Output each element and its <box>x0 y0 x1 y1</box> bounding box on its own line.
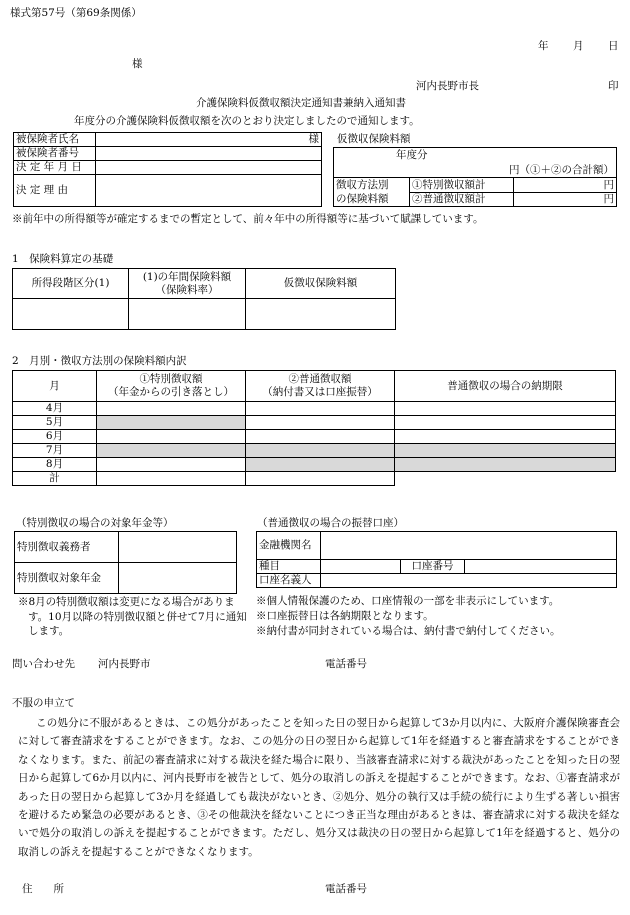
deadline-cell <box>395 416 616 430</box>
provisional-premium-header: 仮徴収保険料額 <box>246 269 396 299</box>
method-label: 徴収方法別 の保険料額 <box>334 178 410 207</box>
insured-info-table <box>13 132 322 207</box>
pension-table <box>14 531 237 594</box>
intro-text: 年度分の介護保険料仮徴収額を次のとおり決定しましたので通知します。 <box>74 115 420 127</box>
provisional-premium-cell <box>246 299 396 330</box>
monthly-table <box>12 370 616 486</box>
month-header: 月 <box>13 371 97 402</box>
month-row-label: 8月 <box>13 458 97 472</box>
normal-header: ②普通徴収額 （納付書又は口座振替） <box>246 371 395 402</box>
deadline-cell <box>395 402 616 416</box>
grade-cell <box>13 299 129 330</box>
date-month: 月 <box>573 40 584 52</box>
name-label: 被保険者氏名 <box>14 133 96 147</box>
deadline-cell <box>395 458 616 472</box>
objection-body: この処分に不服があるときは、この処分があったことを知った日の翌日から起算して3か月以内に、大阪府介護保険審査会に対して審査請求をすることができます。なお、この処分の日の翌日から起算して1年を経過すると審査請求をすることができなくなります。また、前記の審査請求に対する裁決を経た場合に限り、当該審査請求に対する裁決があったことを知った日の翌日から起算して6か月以内に、河内長野市を被告として、処分の取消しの訴えを提起することができます。なお、①審査請求があった日の翌日から起算して3か月を経過しても裁決がないとき、②処分、処分の執行又は手続の続行により生ずる著しい損害を避けるため緊急の必要があるとき、③その他裁決を経ないことにつき正当な理由があるときは、審査請求に対する裁決を経ないで処分の取消しの訴えを提起することができます。ただし、処分又は裁決の日の翌日から起算して1年を経過すると、処分の取消しの訴えを提起することができなくなります。 <box>18 717 620 858</box>
special-cell <box>97 458 246 472</box>
prior-year-note: ※前年中の所得額等が確定するまでの暫定として、前々年中の所得額等に基づいて賦課しています。 <box>12 213 484 225</box>
account-number-label: 口座番号 <box>401 560 465 574</box>
deadline-header: 普通徴収の場合の納期限 <box>395 371 616 402</box>
normal-cell <box>246 444 395 458</box>
date-day: 日 <box>608 40 619 52</box>
month-row-label: 7月 <box>13 444 97 458</box>
normal-total-yen: 円 <box>514 192 617 207</box>
account-table <box>256 531 617 588</box>
special-cell <box>97 444 246 458</box>
provisional-header: 仮徴収保険料額 <box>337 133 411 145</box>
special-header: ①特別徴収額 （年金からの引き落とし） <box>97 371 246 402</box>
special-total-label: ①特別徴収額計 <box>410 178 514 193</box>
footer-address: 住 所 <box>22 883 64 895</box>
provisional-amount-table <box>333 147 617 207</box>
form-number: 様式第57号（第69条関係） <box>10 7 142 19</box>
footer-tel: 電話番号 <box>325 883 367 895</box>
bank-label: 金融機関名 <box>257 532 321 560</box>
obligor-value <box>119 532 237 563</box>
pension-title: （特別徴収の場合の対象年金等） <box>16 517 174 529</box>
special-cell <box>97 430 246 444</box>
account-note-3: ※納付書が同封されている場合は、納付書で納付してください。 <box>256 625 561 637</box>
normal-cell <box>246 472 395 486</box>
normal-cell <box>246 402 395 416</box>
month-row-label: 計 <box>13 472 97 486</box>
normal-cell <box>246 458 395 472</box>
deadline-cell <box>395 430 616 444</box>
account-note-1: ※個人情報保護のため、口座情報の一部を非表示にしています。 <box>256 595 560 607</box>
obligor-label: 特別徴収義務者 <box>15 532 119 563</box>
decision-reason-value <box>96 175 322 207</box>
special-total-yen: 円 <box>514 178 617 193</box>
account-note-2: ※口座振替日は各納期限となります。 <box>256 610 434 622</box>
target-pension-value <box>119 563 237 594</box>
normal-total-label: ②普通徴収額計 <box>410 192 514 207</box>
decision-reason-label: 決 定 理 由 <box>14 175 96 207</box>
annual-premium-header: (1)の年間保険料額 （保険料率） <box>129 269 246 299</box>
provisional-total: 円（①＋②の合計額） <box>334 163 617 178</box>
deadline-blank <box>395 472 616 486</box>
account-type-value <box>321 560 401 574</box>
account-title: （普通徴収の場合の振替口座） <box>257 517 404 529</box>
bank-value <box>321 532 617 560</box>
pension-note: ※8月の特別徴収額は変更になる場合があります。10月以降の特別徴収額と併せて7月に通知します。 <box>18 596 247 637</box>
grade-header: 所得段階区分(1) <box>13 269 129 299</box>
month-row-label: 5月 <box>13 416 97 430</box>
annual-premium-cell <box>129 299 246 330</box>
contact-tel: 電話番号 <box>325 658 367 670</box>
provisional-year: 年度分 <box>334 148 617 163</box>
special-cell <box>97 416 246 430</box>
normal-cell <box>246 430 395 444</box>
contact-label: 問い合わせ先 <box>12 658 75 670</box>
number-value <box>96 147 322 161</box>
special-cell <box>97 472 246 486</box>
decision-date-value <box>96 161 322 175</box>
account-type-label: 種目 <box>257 560 321 574</box>
issuer: 河内長野市長 <box>416 80 479 92</box>
decision-date-label: 決 定 年 月 日 <box>14 161 96 175</box>
name-sama: 様 <box>96 133 322 147</box>
objection-title: 不服の申立て <box>12 697 75 709</box>
holder-value <box>321 574 617 588</box>
special-cell <box>97 402 246 416</box>
section2-title: 2 月別・徴収方法別の保険料額内訳 <box>12 355 187 367</box>
month-row-label: 4月 <box>13 402 97 416</box>
addressee-sama: 様 <box>132 58 143 70</box>
basis-table <box>12 268 396 330</box>
deadline-cell <box>395 444 616 458</box>
number-label: 被保険者番号 <box>14 147 96 161</box>
account-number-value <box>465 560 617 574</box>
normal-cell <box>246 416 395 430</box>
holder-label: 口座名義人 <box>257 574 321 588</box>
target-pension-label: 特別徴収対象年金 <box>15 563 119 594</box>
date-year: 年 <box>538 40 549 52</box>
seal-mark: 印 <box>608 80 619 92</box>
document-title: 介護保険料仮徴収額決定通知書兼納入通知書 <box>196 97 406 109</box>
contact-city: 河内長野市 <box>98 658 151 670</box>
section1-title: 1 保険料算定の基礎 <box>12 253 114 265</box>
month-row-label: 6月 <box>13 430 97 444</box>
